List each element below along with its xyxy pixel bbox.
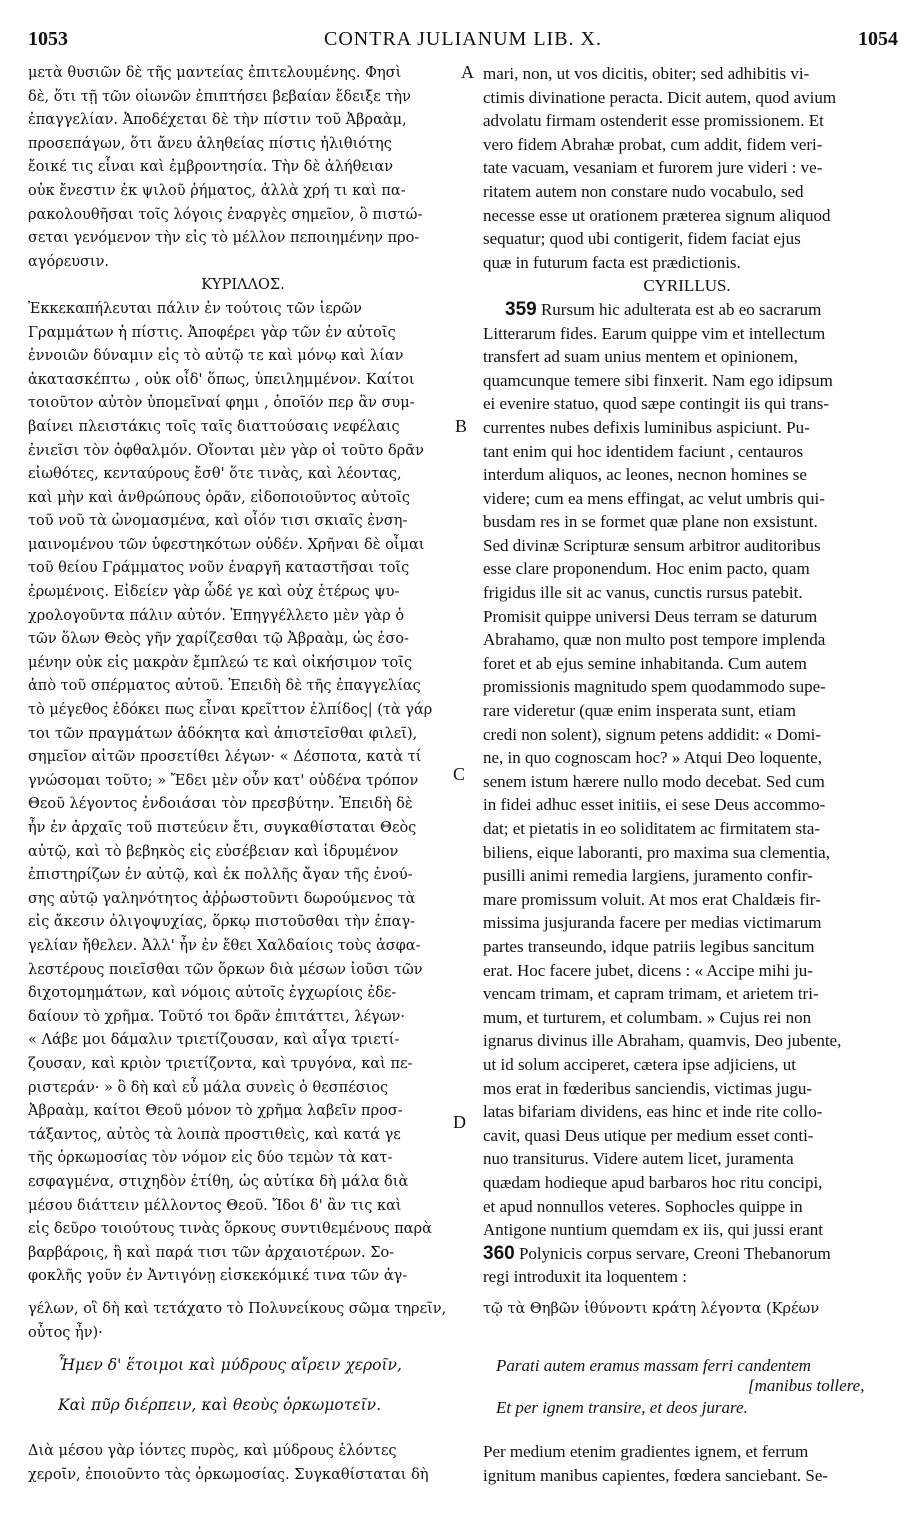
latin-verse-1: Parati autem eramus massam ferri candentem (496, 1356, 811, 1375)
greek-line: τοιοῦτον αὐτὸν ὑπομεῖναί φημι , ὁποῖόν περ ἂν συμ- (28, 395, 415, 412)
latin-line: Litterarum fides. Earum quippe vim et intellectum (483, 323, 826, 343)
greek-line: ἐπιστηρίζων ἐν αὐτῷ, καὶ ἐκ πολλῆς ἄγαν τῆς ἐνού- (28, 867, 413, 884)
span-line-greek: γέλων, οἳ δὴ καὶ τετάχατο τὸ Πολυνείκους σῶμα τηρεῖν, (28, 1301, 447, 1317)
latin-line: erat. Hoc facere jubet, dicens : « Accipe mihi ju- (483, 960, 813, 980)
latin-line: Abrahamo, quæ non multo post tempore implenda (483, 630, 826, 650)
greek-line: βαίνει πλειστάκις τοῖς ταῖς διαττούσαις νεφέλαις (28, 418, 400, 435)
greek-line: ἔοικέ τις εἶναι καὶ ἐμβροντησία. Τὴν δὲ ἀλήθειαν (28, 159, 394, 176)
latin-line: ritatem autem non constare nudo vocabulo, sed (483, 181, 804, 201)
section-number-360: 360 (483, 1242, 515, 1264)
latin-line: rare videretur (quæ enim insperata sunt, etiam (483, 701, 796, 721)
latin-verse-1-cont: [manibus tollere, (748, 1376, 865, 1395)
latin-line: mum, et turturem, et columbam. » Cujus rei non (483, 1007, 812, 1027)
latin-line: esse clare proponendum. Hoc enim pacto, quam (483, 559, 810, 579)
greek-line: μετὰ θυσιῶν δὲ τῆς μαντείας ἐπιτελουμένης. Φησὶ (28, 65, 402, 81)
greek-line: ἀπὸ τοῦ σπέρματος αὐτοῦ. Ἐπειδὴ δὲ τῆς ἐπαγγελίας (28, 678, 421, 695)
latin-line: videre; cum ea mens effingat, ac velut umbris qui- (483, 488, 825, 508)
latin-line: tate vacuam, vesaniam et furorem jure videri : ve- (483, 158, 823, 178)
latin-line: in fidei adhuc esset initiis, ei sese Deus accommo- (483, 795, 826, 815)
latin-line: senem istum hærere nullo modo decebat. Sed cum (483, 771, 825, 791)
latin-line: mari, non, ut vos dicitis, obiter; sed adhibitis vi- (483, 64, 810, 83)
greek-line: γνώσομαι τοῦτο; » Ἔδει μὲν οὖν κατ' οὐδένα τρόπον (28, 772, 419, 789)
latin-line: Sed divinæ Scripturæ sensum arbitror auditoribus (483, 535, 821, 555)
greek-foot-line: χεροῖν, ἐποιοῦντο τὰς ὁρκωμοσίας. Συγκαθίσταται δὴ (28, 1466, 429, 1483)
latin-line: ut id solum acciperet, cætera ipse adjiciens, ut (483, 1054, 796, 1074)
latin-line: currentes nubes defixis luminibus aspiciunt. Pu- (483, 417, 810, 437)
greek-line: ἐρωμένοις. Εἰδείεν γὰρ ὧδέ γε καὶ οὐχ ἑτέρως ψυ- (28, 584, 400, 601)
greek-line: Γραμμάτων ἡ πίστις. Ἀποφέρει γὰρ τῶν ἐν αὐτοῖς (28, 324, 396, 341)
greek-line: ἀκατασκέπτω , οὐκ οἶδ' ὅπως, ὑπειλημμένον. Καίτοι (28, 371, 415, 388)
latin-line: biliens, eique laboranti, pro maxima sua clementia, (483, 842, 830, 862)
greek-line: τοι τῶν πραγμάτων ἀδόκητα καὶ ἀπιστεῖσθαι φιλεῖ), (28, 725, 418, 742)
latin-footer-prose (483, 1440, 893, 1487)
latin-line: quamcunque temere sibi finxerit. Nam ego idipsum (483, 370, 833, 390)
spanning-line-end: οὗτος ἦν)· (28, 1325, 103, 1341)
greek-verse-2: Καὶ πῦρ διέρπειν, καὶ θεοὺς ὁρκωμοτεῖν. (58, 1396, 382, 1414)
greek-line: Ἐκκεκαπήλευται πάλιν ἐν τούτοις τῶν ἱερῶν (28, 300, 362, 317)
greek-line: δὲ, ὅτι τῇ τῶν οἰωνῶν ἐπιπτήσει βεβαίαν ἔδειξε τὴν (28, 88, 411, 105)
greek-line: τὸ μέγεθος ἐδόκει πως εἶναι κρεῖττον ἐλπίδος| (τὰ γάρ (28, 702, 433, 719)
greek-line: δαίουν τὸ χρῆμα. Τοῦτό τοι δρᾶν ἐπιτάττει, λέγων· (28, 1008, 405, 1025)
greek-line: βαρβάροις, ἢ καὶ παρά τισι τῶν ἀρχαιοτέρων. Σο- (28, 1244, 395, 1261)
greek-line: προσεπάγων, ὅτι ἄνευ ἀληθείας πίστις ἠλιθιότης (28, 135, 392, 152)
latin-line: cavit, quasi Deus utique per medium esset conti- (483, 1125, 814, 1145)
latin-line: pusilli animi remedia largiens, juramento confir- (483, 866, 813, 886)
greek-line: σεται γενόμενον τὴν εἰς τὸ μέλλον πεποιημένην προ- (28, 230, 420, 247)
greek-line: μέσου διάττειν μέλλοντος Θεοῦ. Ἴδοι δ' ἂν τις καὶ (28, 1197, 402, 1214)
greek-line: τοῦ νοῦ τὰ ὠνομασμένα, καὶ οἷόν τισι σκιαῖς ἐνση- (28, 513, 408, 530)
greek-heading: ΚΥΡΙΛΛΟΣ. (201, 277, 285, 294)
page-number-right: 1054 (858, 28, 898, 50)
latin-line: sequatur; quod ubi contigerit, fidem faciat ejus (483, 229, 801, 249)
greek-line: τῆς ὁρκωμοσίας τὸν νόμον εἰς δύο τεμὼν τὰ κατ- (28, 1150, 393, 1167)
greek-line: ζουσαν, καὶ κριὸν τριετίζοντα, καὶ τρυγόνα, καὶ πε- (28, 1055, 413, 1072)
greek-line: ριστεράν· » ὃ δὴ καὶ εὖ μάλα συνεὶς ὁ θεσπέσιος (28, 1079, 389, 1096)
greek-line: εἰωθότες, κενταύρους ἔσθ' ὅτε τινὰς, καὶ λέοντας, (28, 466, 402, 483)
span-line-greek-continued: τῷ τὰ Θηβῶν ἰθύνοντι κράτη λέγοντα (Κρέων (483, 1301, 820, 1317)
page-number-left: 1053 (28, 28, 68, 50)
latin-line: partes transeundo, idque patriis legibus sancitum (483, 936, 815, 956)
greek-line: τῶν ὅλων Θεὸς γῆν χαρίζεσθαι τῷ Ἀβραὰμ, ὡς ἐσο- (28, 631, 409, 648)
greek-footer-prose (28, 1440, 458, 1487)
greek-line: ρακολουθῆσαι τοῖς λόγοις ἐναργὲς σημεῖον, ὃ πιστώ- (28, 206, 423, 223)
greek-line: τοῦ θείου Γράμματος νοῦν ἐναργῆ καταστῆσαι τοῖς (28, 560, 410, 577)
greek-line: « Λάβε μοι δάμαλιν τριετίζουσαν, καὶ αἶγα τριετί- (28, 1032, 400, 1049)
greek-line: σημεῖον αἰτῶν προσετίθει λέγων· « Δέσποτα, κατὰ τί (28, 749, 422, 766)
greek-line: αγόρευσιν. (28, 253, 110, 270)
latin-heading: CYRILLUS. (643, 276, 731, 296)
greek-line: διχοτομημάτων, καὶ νόμοις αὐτοῖς ἐγχωρίοις ἐδε- (28, 985, 397, 1002)
greek-line: λεστέρους ποιεῖσθαι τῶν ὅρκων διὰ μέσων ἰοῦσι τῶν (28, 961, 423, 978)
latin-line: frigidus ille sit ac vanus, cunctis rursus patebit. (483, 583, 803, 603)
greek-line: Ἀβραὰμ, καίτοι Θεοῦ μόνον τὸ χρῆμα λαβεῖν προσ- (28, 1103, 403, 1120)
greek-line: μαινομένου τῶν ὑφεστηκότων οὐδέν. Χρῆναι δὲ οἶμαι (28, 536, 425, 553)
greek-line: καὶ μὴν καὶ ἀνθρώπους ὁρᾶν, εἰδοποιοῦντος αὐτοῖς (28, 489, 411, 506)
latin-line: dat; et pietatis in eo soliditatem ac firmitatem sta- (483, 819, 821, 838)
latin-line: Promisit quippe universi Deus terram se daturum (483, 606, 818, 626)
margin-marker-d: D (453, 1112, 466, 1132)
section-number-359: 359 (505, 298, 537, 320)
spanning-line (28, 1301, 898, 1317)
greek-line: φοκλῆς γοῦν ἐν Ἀντιγόνῃ εἰσκεκόμικέ τινα τῶν ἀγ- (28, 1268, 408, 1285)
latin-line: interdum aliquos, ac leones, necnon homines se (483, 465, 807, 485)
greek-line: αὐτῷ, καὶ τὸ βεβηκὸς εἰς εὐσέβειαν καὶ ἱδρυμένον (28, 843, 399, 860)
margin-marker-a: A (461, 62, 474, 82)
latin-verse-2: Et per ignem transire, et deos jurare. (496, 1398, 748, 1417)
greek-line: εἰς δεῦρο τοιούτους τινὰς ὅρκους συντιθεμένους παρὰ (28, 1221, 432, 1238)
latin-line: credi non solent), signum petens addidit: « Domi- (483, 724, 822, 744)
greek-line: ἐπαγγελίαν. Ἀποδέχεται δὲ τὴν πίστιν τοῦ Ἀβραὰμ, (28, 112, 407, 129)
latin-line: ne, in quo cognoscam hoc? » Atqui Deo loquente, (483, 748, 822, 768)
latin-line: advolatu firmam ostenderit esse promissionem. Et (483, 111, 824, 131)
greek-line: μένην οὐκ εἰς μακρὰν ἔμπλεώ τε καὶ οἰκήσιμον τοῖς (28, 654, 413, 671)
latin-line: ignarus divinus ille Abraham, quamvis, Deo jubente, (483, 1031, 842, 1051)
greek-foot-line: Διὰ μέσου γὰρ ἰόντες πυρὸς, καὶ μύδρους ἑλόντες (28, 1443, 397, 1459)
latin-line: latas bifariam dividens, eas hinc et inde rite collo- (483, 1102, 823, 1122)
greek-line: Θεοῦ λέγοντος ἐνδοιάσαι τὸν πρεσβύτην. Ἐπειδὴ δὲ (28, 796, 413, 813)
greek-line: οὐκ ἔνεστιν ἐκ ψιλοῦ ῥήματος, ἀλλὰ χρή τι καὶ πα- (28, 182, 406, 199)
margin-marker-c: C (453, 764, 466, 784)
latin-line: quædam hodieque apud barbaros hoc ritu concipi, (483, 1172, 823, 1192)
greek-line: γελίαν ἤθελεν. Ἀλλ' ἦν ἐν ἔθει Χαλδαίοις τοὺς ἀσφα- (28, 937, 421, 954)
latin-line-after-360: regi introduxit ita loquentem : (483, 1267, 687, 1287)
latin-line: mos erat in fœderibus sanciendis, victimas jugu- (483, 1078, 813, 1098)
latin-line: missima jusjuranda facere per medias victimarum (483, 913, 822, 933)
greek-line: ἦν ἐν ἀρχαῖς τοῦ πιστεύειν ἔτι, συγκαθίσταται Θεὸς (28, 820, 417, 836)
latin-line: transfert ad suam unius mentem et opinionem, (483, 347, 798, 367)
greek-line: εσφαγμένα, στιχηδὸν ἐτίθη, ὡς αὐτίκα δὴ μάλα διὰ (28, 1173, 409, 1190)
latin-foot-line: Per medium etenim gradientes ignem, et ferrum (483, 1442, 809, 1461)
greek-line: τάξαντος, αὐτὸς τὰ λοιπὰ προστιθεὶς, καὶ κατά γε (28, 1126, 401, 1143)
latin-line: promissionis magnitudo spem quodammodo supe- (483, 677, 826, 697)
running-title: CONTRA JULIANUM LIB. X. (324, 28, 602, 50)
page-header (28, 28, 898, 58)
greek-line: εἰς ἄκεσιν ὀλιγοψυχίας, ὅρκῳ πιστοῦσθαι τὴν ἐπαγ- (28, 914, 416, 931)
greek-line: σης αὐτῷ γαληνότητος ἀῤῥωστοῦντι δωρούμενος τὰ (28, 890, 416, 907)
latin-section-359-line: 359 Rursum hic adulterata est ab eo sacrarum (505, 298, 822, 320)
latin-section-360-line: 360 Polynicis corpus servare, Creoni Thebanorum (483, 1242, 831, 1264)
greek-line: χρολογοῦντα πάλιν αὐτόν. Ἐπηγγέλλετο μὲν γὰρ ὁ (28, 607, 405, 624)
latin-line: et apud nonnullos veteres. Sophocles quippe in (483, 1196, 803, 1216)
latin-line: nuo transiturus. Videre autem licet, juramenta (483, 1149, 794, 1169)
latin-line: mare promissum voluit. At mos erat Chaldæis fir- (483, 889, 821, 909)
latin-line: Antigone nuntium quemdam ex iis, qui jussi erant (483, 1220, 823, 1240)
greek-column (28, 62, 458, 1289)
latin-line: ctimis divinatione peracta. Dicit autem, quod avium (483, 87, 837, 107)
latin-line: vencam trimam, et capram trimam, et arietem tri- (483, 984, 819, 1004)
latin-line: tant enim qui hoc identidem faciunt , centauros (483, 441, 804, 461)
latin-line: necesse esse ut orationem præterea signum aliquod (483, 205, 831, 225)
latin-line: ei evenire statuo, quod sæpe contingit iis qui trans- (483, 394, 830, 414)
latin-foot-line: ignitum manibus capientes, fœdera sanciebant. Se- (483, 1465, 829, 1485)
greek-line: ἐννοιῶν δύναμιν εἰς τὸ αὐτῷ τε καὶ μόνῳ καὶ λίαν (28, 348, 404, 365)
latin-line: vero fidem Abrahæ probat, cum addit, fidem veri- (483, 134, 823, 154)
latin-column (483, 62, 891, 1289)
greek-line: ἐνιεῖσι τὸν ὀφθαλμόν. Οἴονται μὲν γὰρ οἱ τοῦτο δρᾶν (28, 442, 424, 459)
latin-line: quæ in futurum facta est prædictionis. (483, 252, 741, 272)
margin-marker-b: B (455, 416, 468, 436)
latin-line: foret et ab ejus semine inhabitanda. Cum autem (483, 653, 807, 673)
latin-line: busdam res in se formet quæ plane non exsistunt. (483, 512, 818, 532)
greek-verse-1: Ἦμεν δ' ἕτοιμοι καὶ μύδρους αἴρειν χεροῖν, (58, 1356, 402, 1374)
